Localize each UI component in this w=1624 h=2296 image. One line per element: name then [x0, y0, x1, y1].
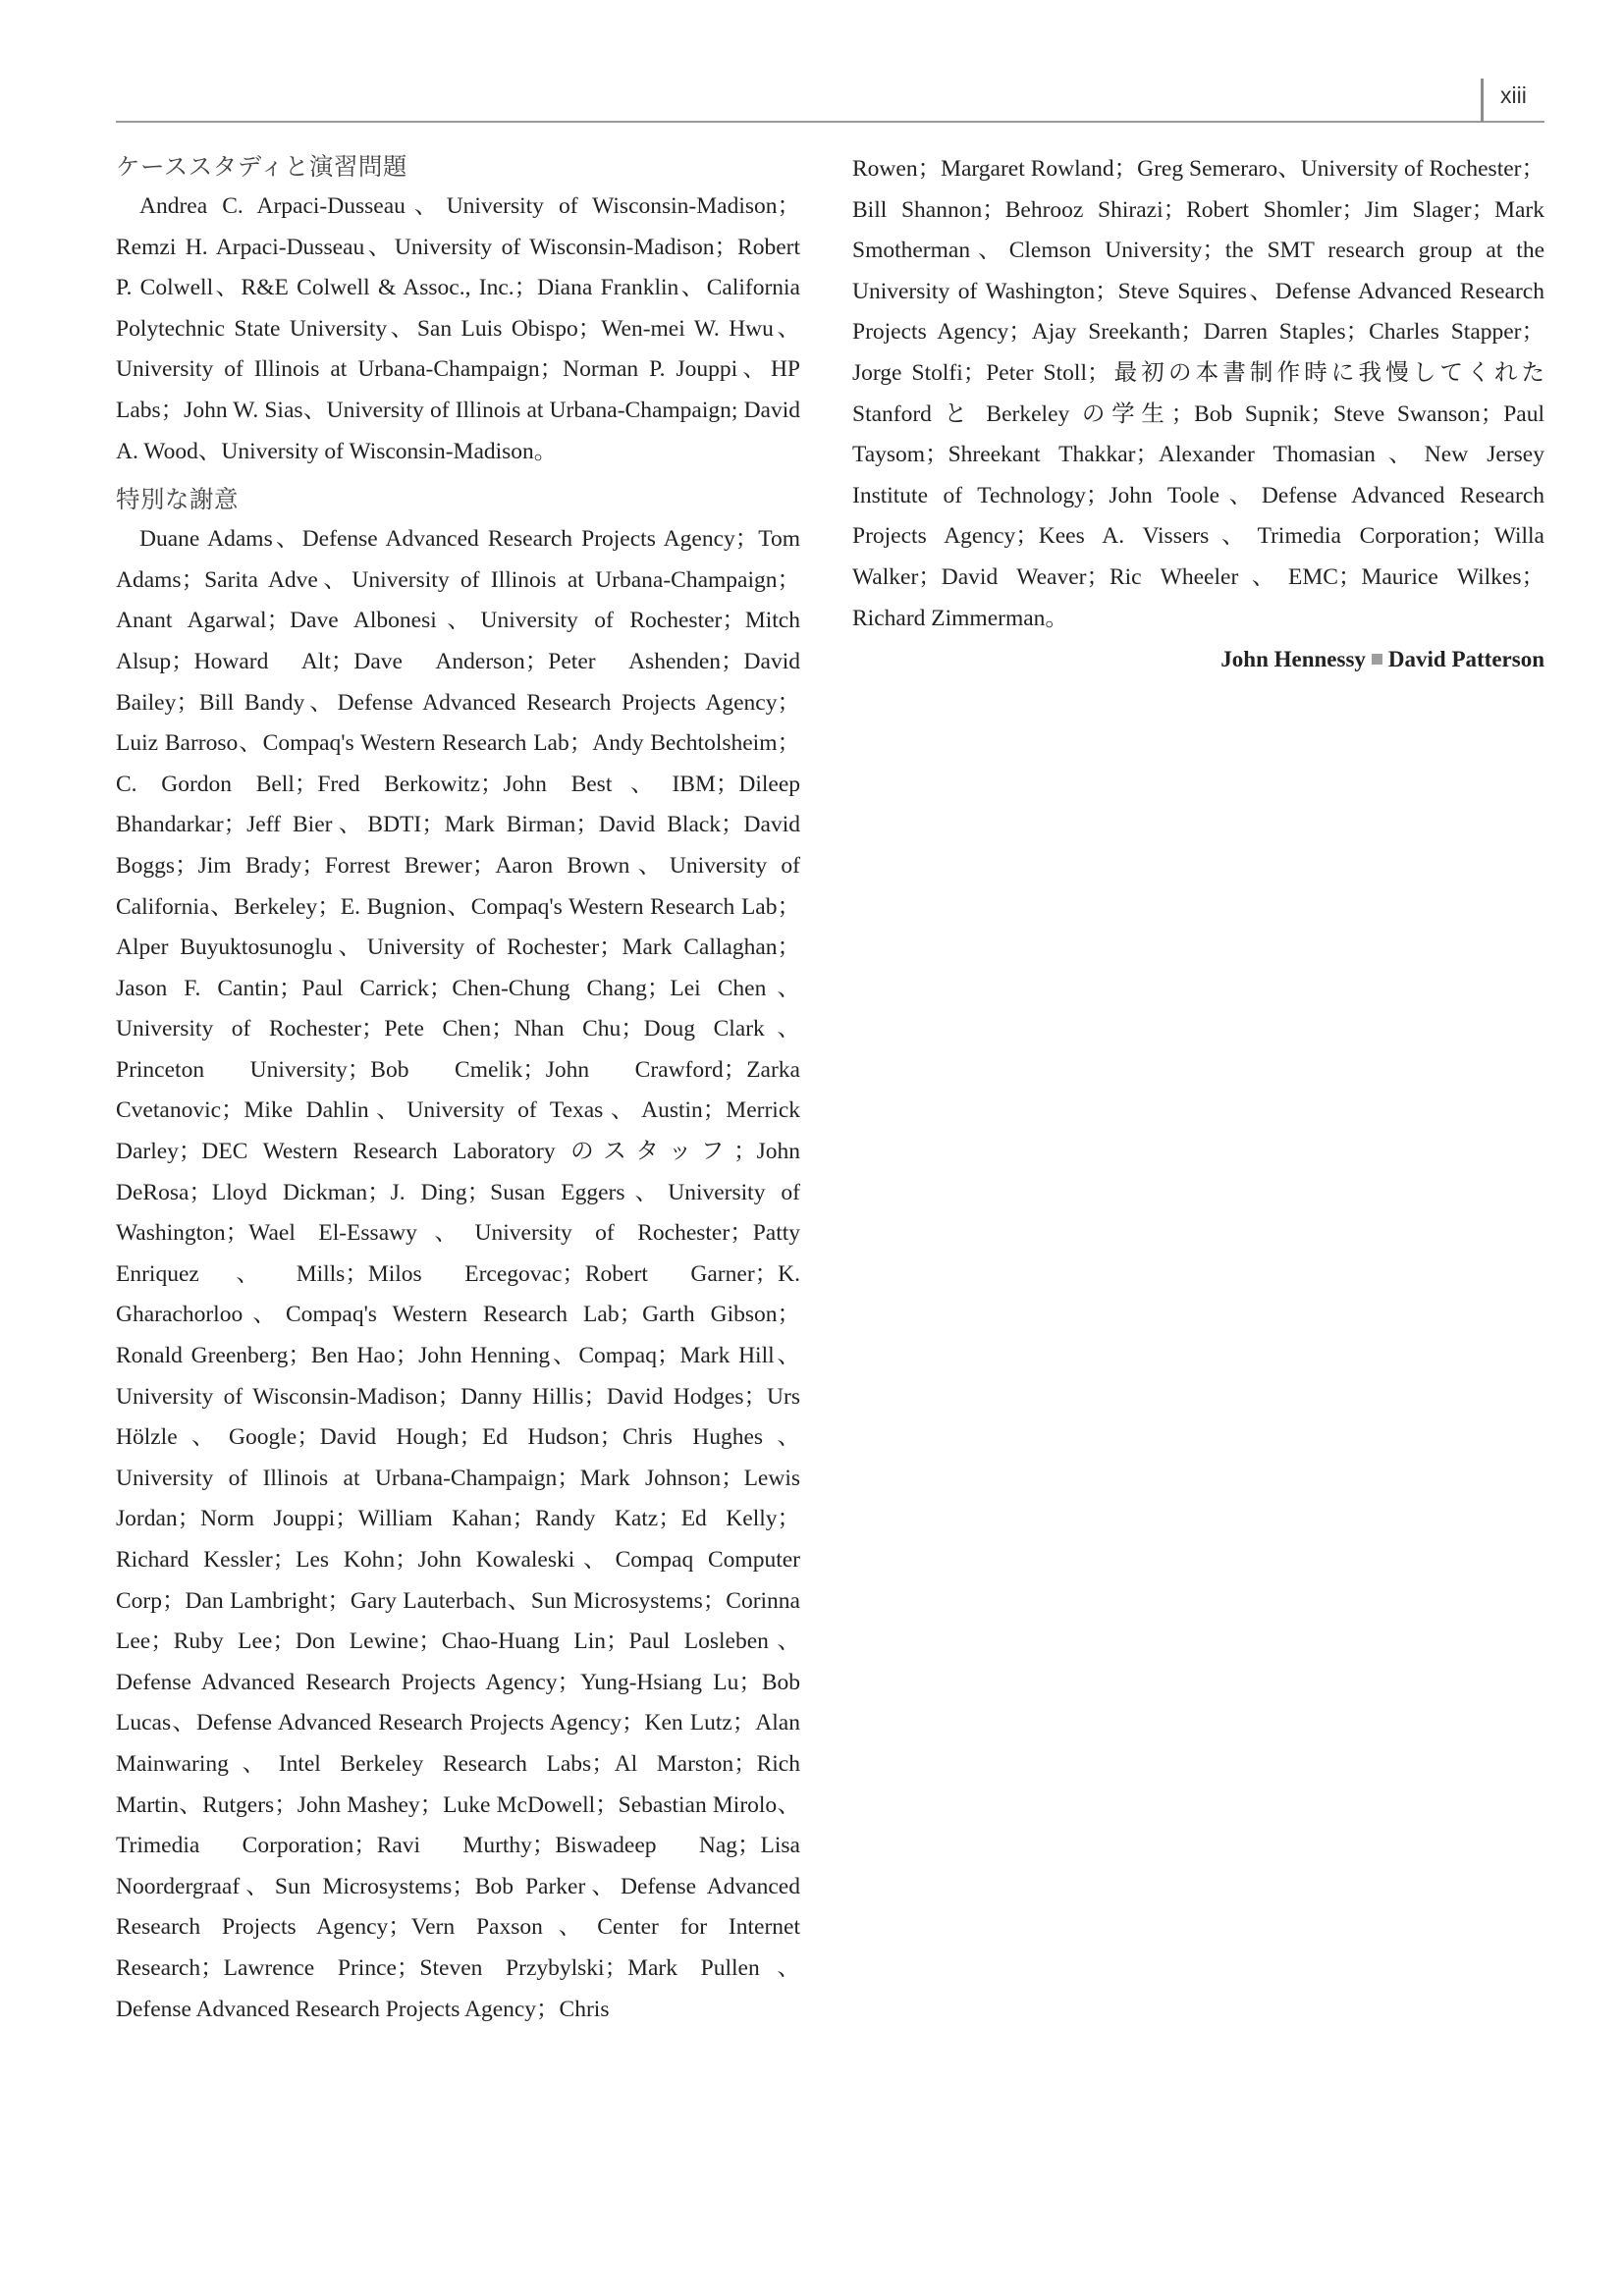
header-marker-bar	[1481, 79, 1484, 122]
page-number: xiii	[1500, 82, 1527, 108]
square-separator-icon	[1372, 654, 1382, 665]
special-thanks-paragraph: Duane Adams、Defense Advanced Research Projects Agency；Tom Adams；Sarita Adve、University of Illinois at Urbana-Champaign；Anant Agarwal；Dave Albonesi、University of Rochester；Mitch Alsup；Howard Alt；Dave Anderson；Peter Ashenden；David Bailey；Bill Bandy、Defense Advanced Research Projects Agency；Luiz Barroso、Compaq's Western Research Lab；Andy Bechtolsheim；C. Gordon Bell；Fred Berkowitz；John Best、IBM；Dileep Bhandarkar；Jeff Bier、BDTI；Mark Birman；David Black；David Boggs；Jim Brady；Forrest Brewer；Aaron Brown、University of California、Berkeley；E. Bugnion、Compaq's Western Research Lab；Alper Buyuktosunoglu、University of Rochester；Mark Callaghan；Jason F. Cantin；Paul Carrick；Chen-Chung Chang；Lei Chen、University of Rochester；Pete Chen；Nhan Chu；Doug Clark、Princeton University；Bob Cmelik；John Crawford；Zarka Cvetanovic；Mike Dahlin、University of Texas、Austin；Merrick Darley；DEC Western Research Laboratory のスタッフ；John DeRosa；Lloyd Dickman；J. Ding；Susan Eggers、University of Washington；Wael El-Essawy、University of Rochester；Patty Enriquez、Mills；Milos Ercegovac；Robert Garner；K. Gharachorloo、Compaq's Western Research Lab；Garth Gibson；Ronald Greenberg；Ben Hao；John Henning、Compaq；Mark Hill、University of Wisconsin-Madison；Danny Hillis；David Hodges；Urs Hölzle、Google；David Hough；Ed Hudson；Chris Hughes、University of Illinois at Urbana-Champaign；Mark Johnson；Lewis Jordan；Norm Jouppi；William Kahan；Randy Katz；Ed Kelly；Richard Kessler；Les Kohn；John Kowaleski、Compaq Computer Corp；Dan Lambright；Gary Lauterbach、Sun Microsystems；Corinna Lee；Ruby Lee；Don Lewine；Chao-Huang Lin；Paul Losleben、Defense Advanced Research Projects Agency；Yung-Hsiang Lu；Bob Lucas、Defense Advanced Research Projects Agency；Ken Lutz；Alan Mainwaring、Intel Berkeley Research Labs；Al Marston；Rich Martin、Rutgers；John Mashey；Luke McDowell；Sebastian Mirolo、Trimedia Corporation；Ravi Murthy；Biswadeep Nag；Lisa Noordergraaf、Sun Microsystems；Bob Parker、Defense Advanced Research Projects Agency；Vern Paxson、Center for Internet Research；Lawrence Prince；Steven Przybylski；Mark Pullen、Defense Advanced Research Projects Agency；Chris	[116, 526, 800, 2022]
special-thanks-continued-paragraph: Rowen；Margaret Rowland；Greg Semeraro、University of Rochester；Bill Shannon；Behrooz Shirazi；Robert Shomler；Jim Slager；Mark Smotherman、Clemson University；the SMT research group at the University of Washington；Steve Squires、Defense Advanced Research Projects Agency；Ajay Sreekanth；Darren Staples；Charles Stapper；Jorge Stolfi；Peter Stoll；最初の本書制作時に我慢してくれた Stanford と Berkeley の学生；Bob Supnik；Steve Swanson；Paul Taysom；Shreekant Thakkar；Alexander Thomasian、New Jersey Institute of Technology；John Toole、Defense Advanced Research Projects Agency；Kees A. Vissers、Trimedia Corporation；Willa Walker；David Weaver；Ric Wheeler、EMC；Maurice Wilkes；Richard Zimmerman。	[852, 156, 1544, 631]
case-studies-paragraph: Andrea C. Arpaci-Dusseau、University of Wisconsin-Madison；Remzi H. Arpaci-Dusseau、University of Wisconsin-Madison；Robert P. Colwell、R&E Colwell & Assoc., Inc.；Diana Franklin、California Polytechnic State University、San Luis Obispo；Wen-mei W. Hwu、University of Illinois at Urbana-Champaign；Norman P. Jouppi、HP Labs；John W. Sias、University of Illinois at Urbana-Champaign; David A. Wood、University of Wisconsin-Madison。	[116, 193, 800, 464]
signature-author-1: John Hennessy	[1220, 647, 1366, 672]
heading-case-studies: ケーススタディと演習問題	[116, 152, 407, 181]
signature-author-2: David Patterson	[1387, 647, 1544, 672]
header-rule	[116, 121, 1544, 123]
signature	[852, 639, 1544, 680]
right-column	[852, 149, 1544, 680]
left-column	[116, 147, 800, 2030]
heading-special-thanks: 特別な謝意	[116, 485, 239, 514]
